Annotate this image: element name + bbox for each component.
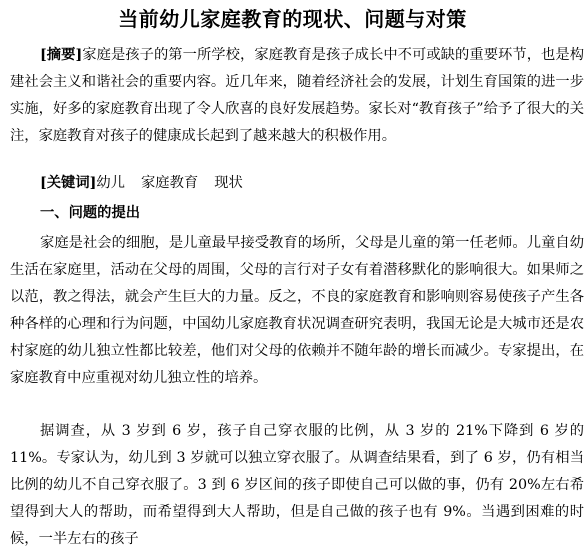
abstract-paragraph [10, 42, 584, 150]
keyword-item: 家庭教育 [141, 175, 199, 191]
abstract-label: [摘要] [40, 47, 83, 63]
section-heading: 一、问题的提出 [40, 205, 141, 221]
document-title: 当前幼儿家庭教育的现状、问题与对策 [118, 7, 467, 31]
body-paragraph: 据调查，从 3 岁到 6 岁，孩子自己穿衣服的比例，从 3 岁的 21%下降到 6 岁的 11%。专家认为，幼儿到 3 岁就可以独立穿衣服了。从调查结果看，到了 6 岁，仍有相当比例的幼儿不自己穿衣服了。3 到 6 岁区间的孩子即使自己可以做的事，仍有 20%左右希望得到大人的帮助，而希望得到大人帮助，但是自己做的孩子也有 9%。当遇到困难的时候，一半左右的孩子 [10, 423, 584, 547]
keywords-line [40, 170, 580, 197]
abstract-text: 家庭是孩子的第一所学校，家庭教育是孩子成长中不可或缺的重要环节，也是构建社会主义和谐社会的重要内容。近几年来，随着经济社会的发展，计划生育国策的进一步实施，好多的家庭教育出现了令人欣喜的良好发展趋势。家长对“教育孩子”给予了很大的关注，家庭教育对孩子的健康成长起到了越来越大的积极作用。 [10, 47, 585, 144]
keywords-label: [关键词] [40, 175, 97, 191]
keyword-item: 幼儿 [96, 175, 126, 191]
keyword-item: 现状 [214, 175, 243, 191]
body-paragraph: 家庭是社会的细胞，是儿童最早接受教育的场所，父母是儿童的第一任老师。儿童自幼生活在家庭里，活动在父母的周围，父母的言行对子女有着潜移默化的影响很大。如果师之以范，教之得法，就会产生巨大的力量。反之，不良的家庭教育和影响则容易使孩子产生各种各样的心理和行为问题，中国幼儿家庭教育状况调查研究表明，我国无论是大城市还是农村家庭的幼儿独立性都比较差，他们对父母的依赖并不随年龄的增长而减少。专家提出，在家庭教育中应重视对幼儿独立性的培养。 [10, 235, 584, 386]
